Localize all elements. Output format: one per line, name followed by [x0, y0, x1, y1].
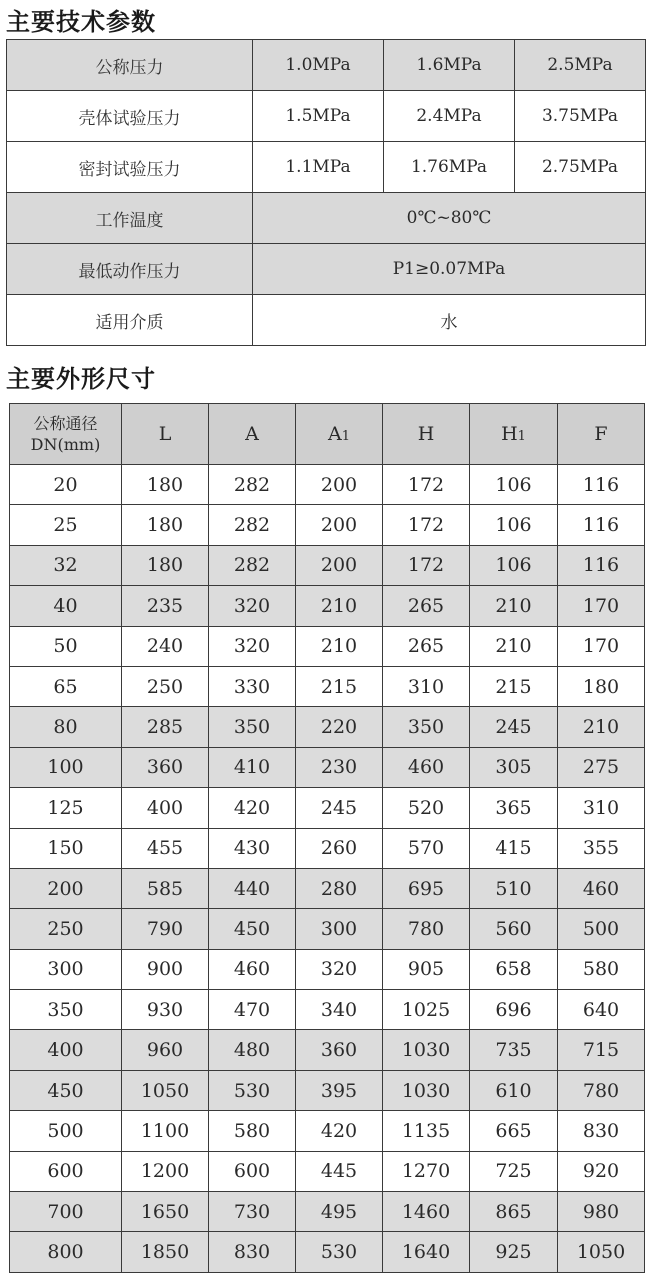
cell-l: 285: [122, 707, 209, 747]
cell-dn: 600: [10, 1151, 122, 1191]
cell-h1: 210: [470, 586, 558, 626]
cell-f: 180: [558, 666, 645, 706]
cell-a: 420: [209, 788, 296, 828]
cell-h: 1025: [383, 990, 470, 1030]
cell-h: 172: [383, 545, 470, 585]
table-row: [10, 626, 645, 666]
table-row: [10, 1192, 645, 1232]
cell-a1: 395: [296, 1070, 383, 1110]
cell-a: 530: [209, 1070, 296, 1110]
table-row: [10, 1151, 645, 1191]
cell-h: 780: [383, 909, 470, 949]
cell-dn: 200: [10, 868, 122, 908]
cell-h: 1030: [383, 1070, 470, 1110]
cell-h: 310: [383, 666, 470, 706]
cell-h1: 305: [470, 747, 558, 787]
table-row: [10, 949, 645, 989]
spec-label: 最低动作压力: [7, 244, 253, 295]
cell-f: 580: [558, 949, 645, 989]
cell-a1: 230: [296, 747, 383, 787]
cell-f: 275: [558, 747, 645, 787]
spec-value: 2.75MPa: [515, 142, 646, 193]
cell-a1: 280: [296, 868, 383, 908]
cell-a1: 260: [296, 828, 383, 868]
cell-h1: 245: [470, 707, 558, 747]
cell-h1: 925: [470, 1232, 558, 1272]
spec-value: 1.5MPa: [253, 91, 384, 142]
cell-a: 350: [209, 707, 296, 747]
cell-a1: 360: [296, 1030, 383, 1070]
cell-l: 900: [122, 949, 209, 989]
header-a1-main: A: [327, 423, 342, 445]
table-row: [10, 465, 645, 505]
cell-h: 265: [383, 626, 470, 666]
cell-a: 480: [209, 1030, 296, 1070]
table-row: [10, 747, 645, 787]
cell-a1: 300: [296, 909, 383, 949]
cell-a1: 245: [296, 788, 383, 828]
header-dn-line2: DN(mm): [30, 435, 101, 454]
cell-h: 460: [383, 747, 470, 787]
spec-value: 2.5MPa: [515, 40, 646, 91]
cell-h1: 735: [470, 1030, 558, 1070]
spec-section-title: 主要技术参数: [6, 8, 156, 36]
table-row: [10, 1111, 645, 1151]
cell-a1: 220: [296, 707, 383, 747]
cell-l: 1850: [122, 1232, 209, 1272]
header-l: L: [122, 404, 209, 465]
cell-f: 210: [558, 707, 645, 747]
cell-h: 172: [383, 465, 470, 505]
cell-a1: 215: [296, 666, 383, 706]
cell-dn: 400: [10, 1030, 122, 1070]
cell-a: 830: [209, 1232, 296, 1272]
cell-a1: 210: [296, 626, 383, 666]
cell-a: 282: [209, 465, 296, 505]
spec-label: 工作温度: [7, 193, 253, 244]
cell-l: 1050: [122, 1070, 209, 1110]
cell-f: 830: [558, 1111, 645, 1151]
spec-value: P1≥0.07MPa: [253, 244, 646, 295]
header-dn: [10, 404, 122, 465]
cell-l: 1100: [122, 1111, 209, 1151]
cell-f: 460: [558, 868, 645, 908]
header-h: H: [383, 404, 470, 465]
cell-dn: 80: [10, 707, 122, 747]
table-row: [10, 666, 645, 706]
cell-h1: 365: [470, 788, 558, 828]
cell-l: 180: [122, 505, 209, 545]
cell-a: 320: [209, 586, 296, 626]
table-row: [10, 1030, 645, 1070]
cell-f: 310: [558, 788, 645, 828]
spec-value: 2.4MPa: [384, 91, 515, 142]
cell-a: 470: [209, 990, 296, 1030]
spec-value: 1.1MPa: [253, 142, 384, 193]
spec-label: 适用介质: [7, 295, 253, 346]
header-h1-main: H: [501, 423, 518, 445]
cell-f: 116: [558, 545, 645, 585]
cell-a: 730: [209, 1192, 296, 1232]
cell-dn: 250: [10, 909, 122, 949]
cell-a: 430: [209, 828, 296, 868]
spec-value: 3.75MPa: [515, 91, 646, 142]
cell-h1: 106: [470, 505, 558, 545]
spec-value: 0℃~80℃: [253, 193, 646, 244]
dimensions-table: [9, 403, 645, 1273]
cell-h: 905: [383, 949, 470, 989]
table-row: [10, 1232, 645, 1272]
header-a: A: [209, 404, 296, 465]
cell-dn: 40: [10, 586, 122, 626]
cell-a1: 340: [296, 990, 383, 1030]
spec-label: 公称压力: [7, 40, 253, 91]
cell-l: 960: [122, 1030, 209, 1070]
cell-l: 1200: [122, 1151, 209, 1191]
spec-value: 1.76MPa: [384, 142, 515, 193]
cell-h: 570: [383, 828, 470, 868]
dims-header-row: [10, 404, 645, 465]
cell-f: 355: [558, 828, 645, 868]
cell-dn: 300: [10, 949, 122, 989]
cell-f: 780: [558, 1070, 645, 1110]
cell-h: 172: [383, 505, 470, 545]
cell-a: 580: [209, 1111, 296, 1151]
spec-value: 1.6MPa: [384, 40, 515, 91]
table-row: [10, 586, 645, 626]
header-h1: [470, 404, 558, 465]
cell-a: 440: [209, 868, 296, 908]
spec-row-shell-test-pressure: [7, 91, 646, 142]
cell-a1: 530: [296, 1232, 383, 1272]
cell-l: 235: [122, 586, 209, 626]
cell-a: 600: [209, 1151, 296, 1191]
cell-h1: 725: [470, 1151, 558, 1191]
cell-f: 500: [558, 909, 645, 949]
header-a1-sub: 1: [341, 429, 350, 444]
table-row: [10, 505, 645, 545]
cell-l: 250: [122, 666, 209, 706]
cell-l: 930: [122, 990, 209, 1030]
cell-a: 282: [209, 545, 296, 585]
dims-section-title: 主要外形尺寸: [6, 365, 156, 393]
cell-a1: 200: [296, 505, 383, 545]
cell-l: 400: [122, 788, 209, 828]
cell-l: 585: [122, 868, 209, 908]
header-a1: [296, 404, 383, 465]
cell-h1: 510: [470, 868, 558, 908]
cell-dn: 100: [10, 747, 122, 787]
dims-table-body: [10, 465, 645, 1273]
table-row: [10, 909, 645, 949]
cell-a: 282: [209, 505, 296, 545]
cell-h1: 696: [470, 990, 558, 1030]
cell-a: 450: [209, 909, 296, 949]
cell-h1: 210: [470, 626, 558, 666]
cell-a: 330: [209, 666, 296, 706]
cell-f: 640: [558, 990, 645, 1030]
cell-h1: 106: [470, 545, 558, 585]
cell-h: 265: [383, 586, 470, 626]
cell-h: 1270: [383, 1151, 470, 1191]
cell-f: 920: [558, 1151, 645, 1191]
table-row: [10, 788, 645, 828]
spec-value: 1.0MPa: [253, 40, 384, 91]
cell-f: 170: [558, 586, 645, 626]
cell-a: 320: [209, 626, 296, 666]
cell-a1: 210: [296, 586, 383, 626]
cell-h: 1640: [383, 1232, 470, 1272]
table-row: [10, 828, 645, 868]
cell-l: 1650: [122, 1192, 209, 1232]
cell-h1: 865: [470, 1192, 558, 1232]
cell-l: 360: [122, 747, 209, 787]
cell-h1: 106: [470, 465, 558, 505]
cell-l: 180: [122, 545, 209, 585]
cell-dn: 150: [10, 828, 122, 868]
cell-a1: 320: [296, 949, 383, 989]
cell-a: 460: [209, 949, 296, 989]
cell-dn: 800: [10, 1232, 122, 1272]
cell-dn: 20: [10, 465, 122, 505]
cell-a1: 420: [296, 1111, 383, 1151]
spec-label: 壳体试验压力: [7, 91, 253, 142]
cell-f: 116: [558, 465, 645, 505]
cell-dn: 32: [10, 545, 122, 585]
header-dn-line1: 公称通径: [33, 414, 98, 433]
header-f: F: [558, 404, 645, 465]
spec-row-min-action-pressure: [7, 244, 646, 295]
cell-f: 170: [558, 626, 645, 666]
cell-h: 1460: [383, 1192, 470, 1232]
cell-dn: 450: [10, 1070, 122, 1110]
spec-row-medium: [7, 295, 646, 346]
cell-dn: 65: [10, 666, 122, 706]
cell-l: 790: [122, 909, 209, 949]
cell-a1: 200: [296, 465, 383, 505]
cell-a1: 200: [296, 545, 383, 585]
table-row: [10, 1070, 645, 1110]
cell-dn: 350: [10, 990, 122, 1030]
spec-row-working-temperature: [7, 193, 646, 244]
cell-dn: 50: [10, 626, 122, 666]
cell-h1: 560: [470, 909, 558, 949]
cell-f: 1050: [558, 1232, 645, 1272]
table-row: [10, 545, 645, 585]
cell-dn: 700: [10, 1192, 122, 1232]
cell-h: 350: [383, 707, 470, 747]
spec-table: [6, 39, 646, 346]
cell-a1: 495: [296, 1192, 383, 1232]
cell-h1: 215: [470, 666, 558, 706]
table-row: [10, 868, 645, 908]
spec-row-seal-test-pressure: [7, 142, 646, 193]
cell-a1: 445: [296, 1151, 383, 1191]
spec-label: 密封试验压力: [7, 142, 253, 193]
cell-dn: 125: [10, 788, 122, 828]
cell-dn: 25: [10, 505, 122, 545]
cell-h: 1030: [383, 1030, 470, 1070]
cell-l: 240: [122, 626, 209, 666]
cell-h: 520: [383, 788, 470, 828]
cell-h1: 658: [470, 949, 558, 989]
cell-f: 980: [558, 1192, 645, 1232]
cell-h1: 610: [470, 1070, 558, 1110]
header-h1-sub: 1: [517, 429, 526, 444]
table-row: [10, 990, 645, 1030]
cell-l: 180: [122, 465, 209, 505]
spec-row-nominal-pressure: [7, 40, 646, 91]
cell-h: 1135: [383, 1111, 470, 1151]
cell-h1: 415: [470, 828, 558, 868]
spec-value: 水: [253, 295, 646, 346]
cell-h: 695: [383, 868, 470, 908]
cell-f: 715: [558, 1030, 645, 1070]
cell-f: 116: [558, 505, 645, 545]
cell-dn: 500: [10, 1111, 122, 1151]
cell-h1: 665: [470, 1111, 558, 1151]
cell-l: 455: [122, 828, 209, 868]
cell-a: 410: [209, 747, 296, 787]
table-row: [10, 707, 645, 747]
